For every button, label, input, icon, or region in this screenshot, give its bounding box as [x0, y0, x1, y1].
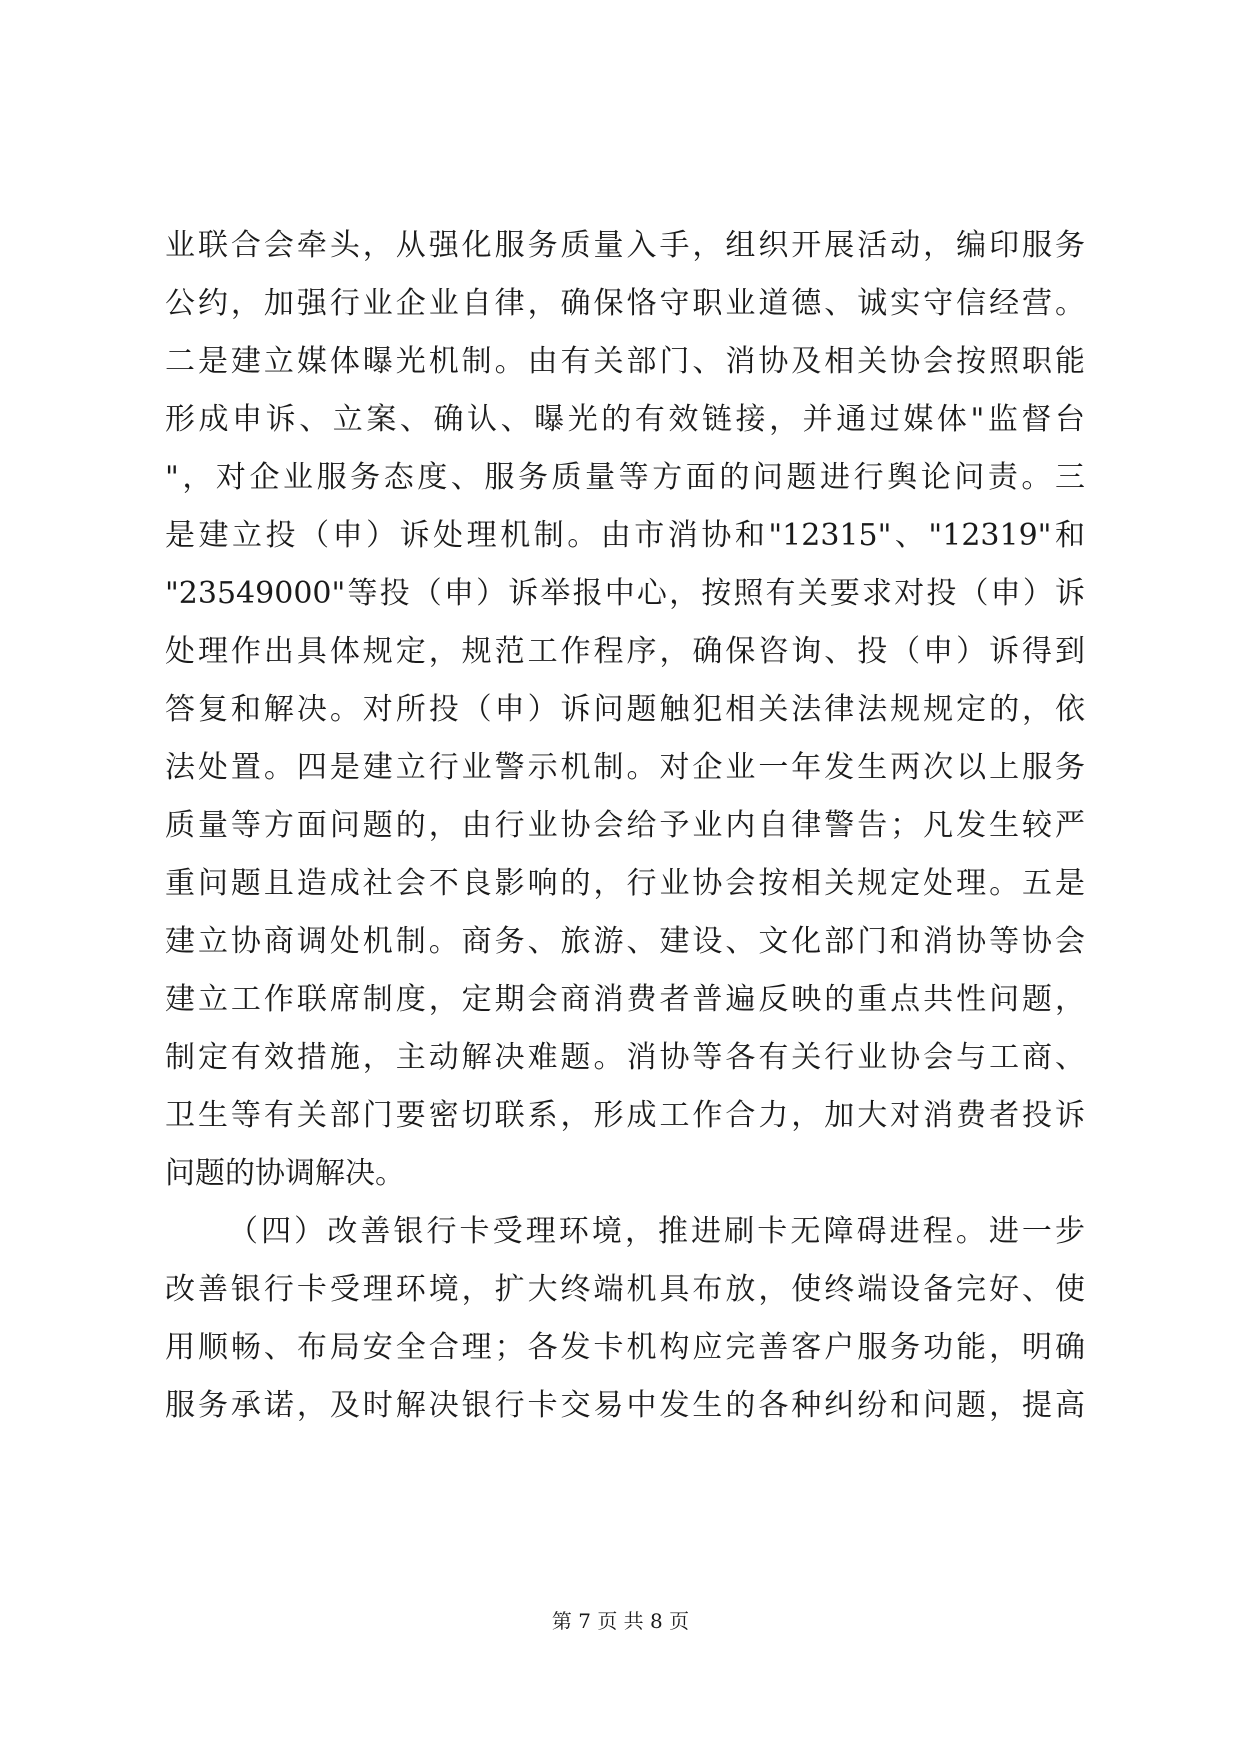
text-line: 重问题且造成社会不良影响的，行业协会按相关规定处理。五是 — [165, 866, 1085, 901]
text-line: 是建立投（申）诉处理机制。由市消协和"12315"、"12319"和 — [165, 518, 1085, 553]
section-heading-line: （四）改善银行卡受理环境，推进刷卡无障碍进程。进一步 — [228, 1214, 1085, 1249]
page-number-footer: 第 7 页 共 8 页 — [551, 1609, 690, 1633]
text-line: 建立工作联席制度，定期会商消费者普遍反映的重点共性问题， — [165, 982, 1085, 1017]
text-line: 业联合会牵头，从强化服务质量入手，组织开展活动，编印服务 — [165, 228, 1085, 263]
text-line: 答复和解决。对所投（申）诉问题触犯相关法律法规规定的，依 — [165, 692, 1085, 727]
text-line: 形成申诉、立案、确认、曝光的有效链接，并通过媒体"监督台 — [165, 402, 1085, 437]
text-line: 问题的协调解决。 — [165, 1156, 405, 1191]
text-line: 改善银行卡受理环境，扩大终端机具布放，使终端设备完好、使 — [165, 1272, 1085, 1307]
text-line: 服务承诺，及时解决银行卡交易中发生的各种纠纷和问题，提高 — [165, 1388, 1085, 1423]
text-line: 制定有效措施，主动解决难题。消协等各有关行业协会与工商、 — [165, 1040, 1085, 1075]
text-line: 质量等方面问题的，由行业协会给予业内自律警告；凡发生较严 — [165, 808, 1085, 843]
text-line: 法处置。四是建立行业警示机制。对企业一年发生两次以上服务 — [165, 750, 1085, 785]
text-line: "，对企业服务态度、服务质量等方面的问题进行舆论问责。三 — [165, 460, 1085, 495]
text-line: 公约，加强行业企业自律，确保恪守职业道德、诚实守信经营。 — [165, 286, 1085, 321]
text-line: 用顺畅、布局安全合理；各发卡机构应完善客户服务功能，明确 — [165, 1330, 1085, 1365]
text-line: 二是建立媒体曝光机制。由有关部门、消协及相关协会按照职能 — [165, 344, 1085, 379]
text-line: 建立协商调处机制。商务、旅游、建设、文化部门和消协等协会 — [165, 924, 1085, 959]
text-line: "23549000"等投（申）诉举报中心，按照有关要求对投（申）诉 — [165, 576, 1085, 611]
text-line: 卫生等有关部门要密切联系，形成工作合力，加大对消费者投诉 — [165, 1098, 1085, 1133]
text-line: 处理作出具体规定，规范工作程序，确保咨询、投（申）诉得到 — [165, 634, 1085, 669]
